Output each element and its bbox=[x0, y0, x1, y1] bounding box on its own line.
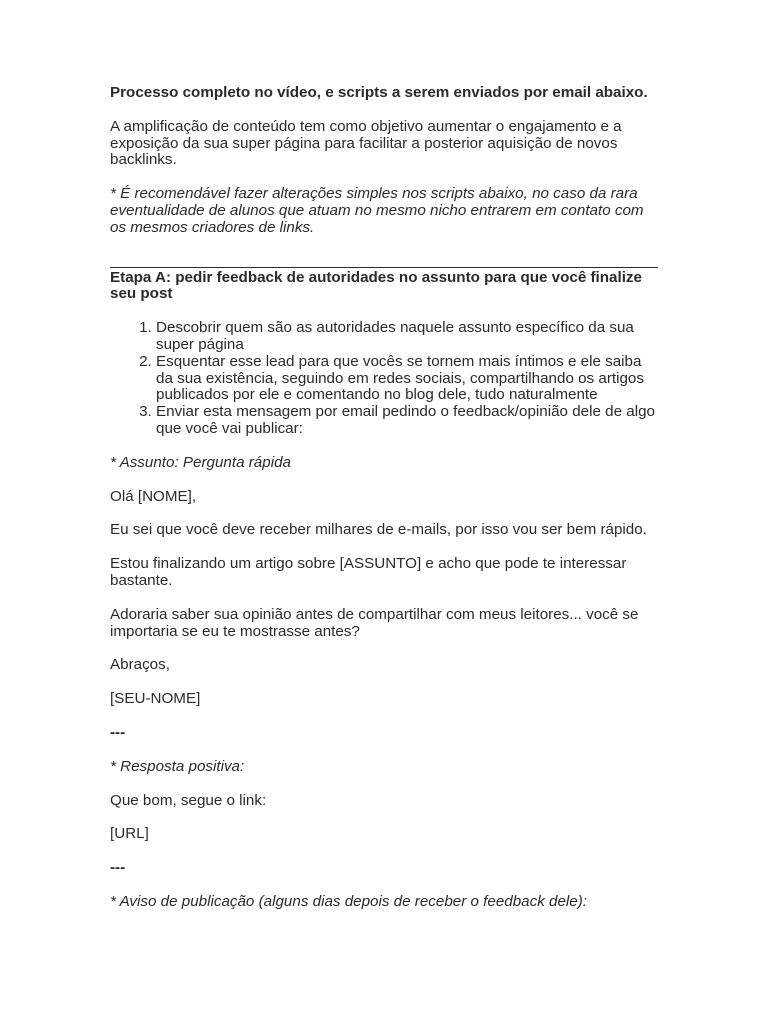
email-subject: * Assunto: Pergunta rápida bbox=[110, 453, 291, 471]
intro-heading: Processo completo no vídeo, e scripts a serem enviados por email abaixo. bbox=[110, 84, 648, 101]
separator: --- bbox=[110, 723, 126, 741]
positive-reply-text: Que bom, segue o link: bbox=[110, 791, 267, 809]
email-greeting: Olá [NOME], bbox=[110, 487, 197, 505]
step-heading: Etapa A: pedir feedback de autoridades no assunto para que você finalize seu post bbox=[110, 268, 642, 303]
email-body-2: Estou finalizando um artigo sobre [ASSUNTO] e acho que pode te interessar bastante. bbox=[110, 555, 627, 589]
email-signoff: Abraços, bbox=[110, 656, 170, 674]
list-item: 1. Descobrir quem são as autoridades naquele assunto específico da sua super página bbox=[156, 320, 658, 354]
publication-notice-label: * Aviso de publicação (alguns dias depois de receber o feedback dele): bbox=[110, 892, 588, 910]
note-paragraph: * É recomendável fazer alterações simples nos scripts abaixo, no caso da rara eventualidade de alunos que atuam no mesmo nicho entrarem em contato com os mesmos criadores de links. bbox=[110, 185, 644, 236]
document-page bbox=[110, 85, 658, 911]
section-divider bbox=[110, 267, 658, 268]
list-item: 3. Enviar esta mensagem por email pedindo o feedback/opinião dele de algo que você vai publicar: bbox=[156, 404, 658, 438]
email-body-1: Eu sei que você deve receber milhares de e-mails, por isso vou ser bem rápido. bbox=[110, 521, 647, 539]
steps-list bbox=[110, 320, 658, 438]
positive-reply-label: * Resposta positiva: bbox=[110, 757, 245, 775]
intro-paragraph: A amplificação de conteúdo tem como objetivo aumentar o engajamento e a exposição da sua super página para facilitar a posterior aquisição de novos backlinks. bbox=[110, 117, 622, 169]
separator: --- bbox=[110, 859, 126, 877]
email-signature: [SEU-NOME] bbox=[110, 690, 201, 708]
url-placeholder: [URL] bbox=[110, 825, 149, 843]
email-body-3: Adoraria saber sua opinião antes de compartilhar com meus leitores... você se importaria se eu te mostrasse antes? bbox=[110, 605, 639, 640]
list-item: 2. Esquentar esse lead para que vocês se tornem mais íntimos e ele saiba da sua existência, seguindo em redes sociais, compartilhando os artigos publicados por ele e comentando no blog dele, tudo naturalmente bbox=[156, 354, 658, 404]
